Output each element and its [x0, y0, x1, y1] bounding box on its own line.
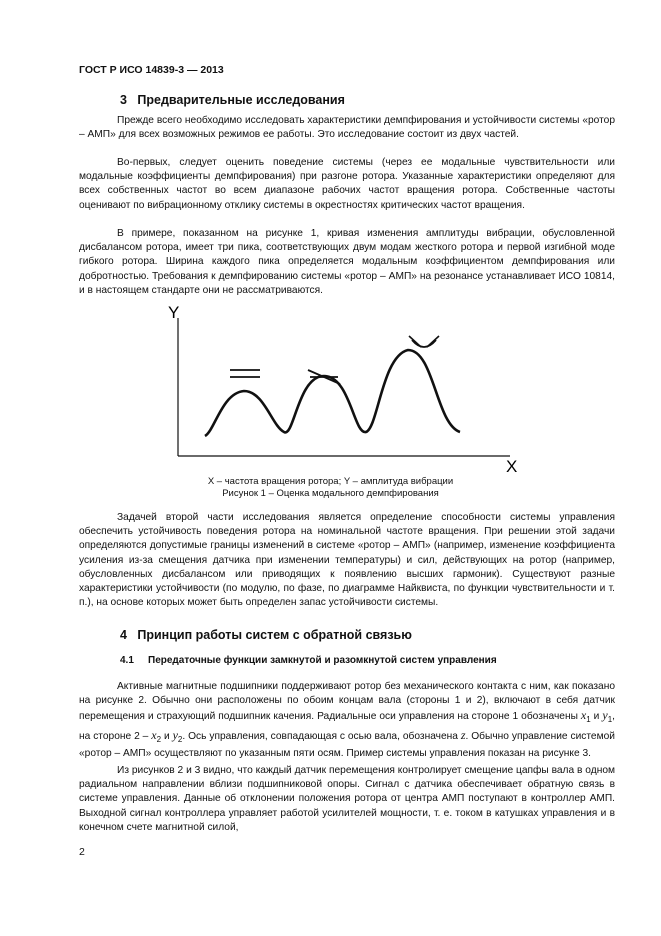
x-axis-label: X [506, 457, 518, 476]
section-4-heading: 4 Принцип работы систем с обратной связью [120, 628, 412, 642]
figure-1-legend: X – частота вращения ротора; Y – амплитуда вибрации [207, 476, 454, 487]
figure-1-chart [160, 298, 530, 476]
subsection-number: 4.1 [120, 655, 134, 666]
section-3-paragraph-1: Прежде всего необходимо исследовать характеристики демпфирования и устойчивости системы «ротор – АМП» для всех возможных режимов ее работы. Это исследование состоит из двух частей. [79, 115, 615, 141]
section-3-paragraph-4: Задачей второй части исследования является определение способности системы управления обеспечить устойчивость поведения ротора на номинальной частоте вращения. При решении этой задачи определяются допустимые границы изменений в системе «ротор – АМП» (например, изменение коэффициента усиления из-за смещения датчика при изменении температуры) и сил, действующих на ротор (например, обусловленных дисбалансом или приводящих к появлению высших гармоник). Существуют разные характеристики устойчивости (по модулю, по фазе, по диаграмме Найквиста, по функции чувствительности и т. п.), на основе которых может быть определен запас устойчивости системы. [79, 512, 615, 609]
peak-3-marker-left [409, 336, 421, 347]
section-3-paragraph-3: В примере, показанном на рисунке 1, кривая изменения амплитуды вибрации, обусловленной дисбалансом ротора, имеет три пика, соответствующих двум модам жесткого ротора и первой изгибной моде гибкого ротора. Ширина каждого пика определяется модальным коэффициентом демпфирования или добротностью. Требования к демпфированию системы «ротор – АМП» на резонансе устанавливает ИСО 10814, и в настоящем стандарте они не рассматриваются. [79, 228, 615, 296]
section-4-paragraph-1: Активные магнитные подшипники поддерживают ротор без механического контакта с ним, как показано на рисунке 2. Обычно они расположены по обоим концам вала (стороны 1 и 2), включают в себя датчик перемещения и страхующий подшипник качения. Радиальные оси управления на стороне 1 обозначены $x_1$ и $y_1$, на стороне $2 - x_2$ и $y_2$. Ось управления, совпадающая с осью вала, обозначена z. Обычно управление системой «ротор – АМП» осуществляют по указанным пяти осям. Пример системы управления показан на рисунке 3. [79, 681, 615, 759]
subsection-4-1-heading [120, 655, 497, 666]
vibration-amplitude-curve [205, 350, 460, 436]
document-header: ГОСТ Р ИСО 14839-3 — 2013 [79, 64, 224, 76]
section-3-paragraph-2: Во-первых, следует оценить поведение системы (через ее модальные чувствительности или модальные коэффициенты демпфирования) при разгоне ротора. Указанные характеристики определяют для всех собственных частот во всем диапазоне рабочих частот вращения ротора. Собственные частоты оценивают по вибрационному отклику системы в окрестностях критических частот вращения. [79, 157, 615, 211]
subsection-title: Передаточные функции замкнутой и разомкнутой систем управления [148, 655, 497, 666]
figure-1-caption: Рисунок 1 – Оценка модального демпфирования [222, 488, 439, 499]
peak-3-marker-right [427, 336, 439, 347]
section-4-paragraph-2: Из рисунков 2 и 3 видно, что каждый датчик перемещения контролирует смещение цапфы вала в одном радиальном направлении вблизи подшипниковой опоры. Сигнал с датчика обеспечивает обратную связь в системе управления. Данные об отклонении положения ротора от центра АМП поступают в контроллер АМП. Выходной сигнал контроллера управляет работой усилителей мощности, т. е. током в катушках управления и в конечном счете магнитной силой, [79, 765, 615, 833]
section-3-heading: 3 Предварительные исследования [120, 93, 345, 107]
y-axis-label: Y [168, 303, 180, 322]
page-number: 2 [79, 846, 85, 858]
